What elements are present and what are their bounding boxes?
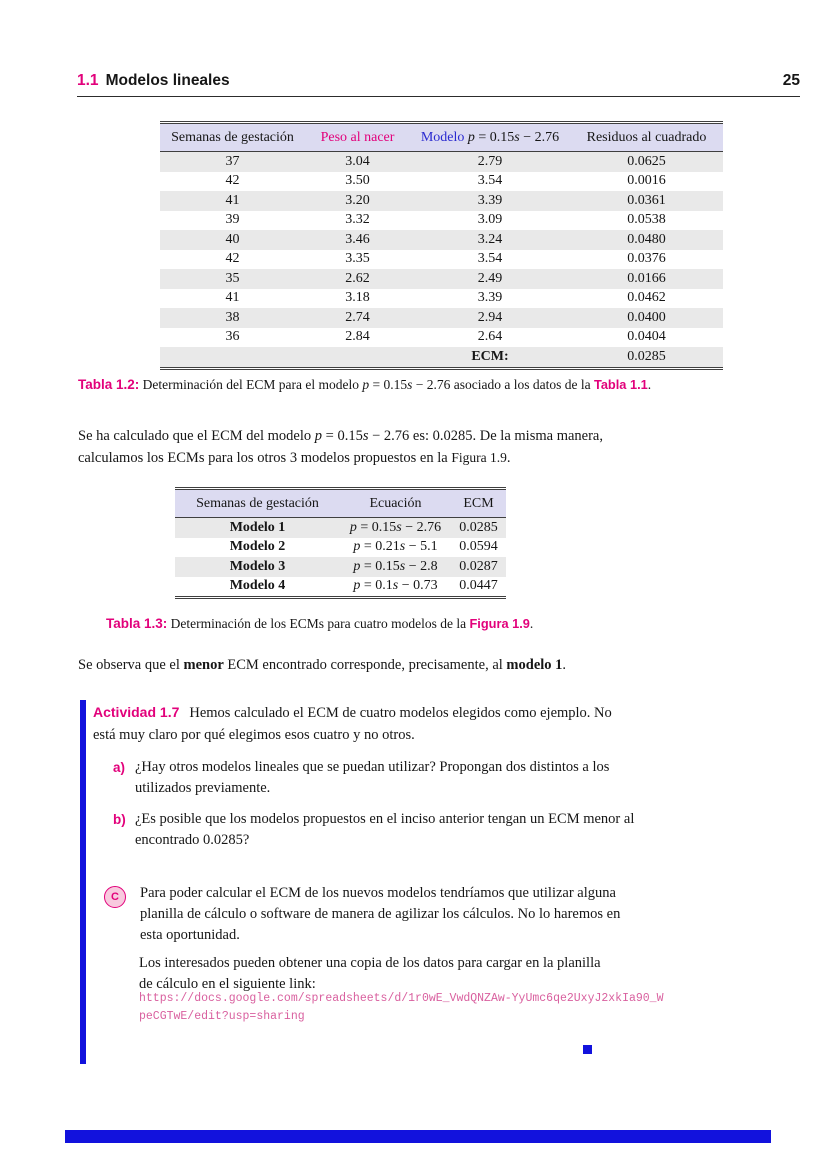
cell: 2.62 (345, 270, 370, 286)
table-row (160, 308, 723, 328)
cell: 3.39 (477, 192, 503, 208)
table-row (175, 557, 506, 577)
spreadsheet-link[interactable]: https://docs.google.com/spreadsheets/d/1r0wE_VwdQNZAw-YyUmc6qe2UxyJ2xkIa90_WpeCGTwE/edit?usp=sharing (139, 992, 664, 1023)
cell: 0.0016 (627, 173, 666, 189)
link-intro: Los interesados pueden obtener una copia de los datos para cargar en la planilla de cálculo en el siguiente link: (139, 955, 601, 992)
item-text: ¿Hay otros modelos lineales que se puedan utilizar? Propongan dos distintos a los utilizados previamente. (135, 759, 610, 796)
cell: 0.0625 (627, 153, 666, 169)
ecm-value: 0.0287 (459, 558, 498, 574)
table-header-row (160, 123, 723, 152)
figure-reference: Figura 1.9 (469, 616, 530, 631)
activity-item-a (113, 757, 640, 799)
cell: 0.0404 (627, 329, 666, 345)
column-header: Semanas de gestación (175, 489, 340, 518)
cell: 42 (225, 251, 240, 267)
cell: 38 (225, 309, 240, 325)
figure-reference: Figura 1.9 (451, 450, 507, 465)
column-header: ECM (451, 489, 506, 518)
page-number: 25 (782, 72, 800, 89)
caption-label: Tabla 1.3: (106, 616, 168, 631)
cell: 2.84 (345, 329, 370, 345)
cell: 3.50 (345, 173, 370, 189)
cell: 2.74 (345, 309, 370, 325)
cell: 2.79 (477, 153, 503, 169)
model-name: Modelo 1 (229, 519, 286, 535)
models-table (175, 487, 506, 599)
model-equation: p = 0.15s − 2.8 (353, 558, 438, 574)
cell: 40 (225, 231, 240, 247)
cell: 3.32 (345, 212, 370, 228)
note-text: Para poder calcular el ECM de los nuevos modelos tendríamos que utilizar alguna planilla de cálculo o software de manera de agilizar los cálculos. No lo haremos en esta oportunidad. (140, 885, 621, 943)
model-name: Modelo 4 (229, 578, 286, 594)
column-header: Residuos al cuadrado (570, 123, 723, 152)
ecm-label: ECM: (471, 348, 509, 364)
cell: 2.64 (477, 329, 503, 345)
cell: 0.0376 (627, 251, 666, 267)
cell: 3.35 (345, 251, 370, 267)
table-row (175, 538, 506, 558)
column-header: Peso al nacer (305, 123, 410, 152)
cell: 36 (225, 329, 240, 345)
column-header: Ecuación (340, 489, 451, 518)
cell: 3.20 (345, 192, 370, 208)
cell (160, 347, 305, 368)
model-equation: p = 0.15s − 2.76 (467, 129, 560, 145)
ecm-value: 0.0594 (459, 539, 498, 555)
cell: 3.54 (477, 173, 503, 189)
table-row (160, 172, 723, 192)
table-row (160, 191, 723, 211)
cell: 42 (225, 173, 240, 189)
activity-end-marker (583, 1045, 592, 1054)
activity-item-b (113, 809, 640, 851)
ecm-total-row (160, 347, 723, 368)
activity-intro: Actividad 1.7 Hemos calculado el ECM de cuatro modelos elegidos como ejemplo. No está muy claro por qué elegimos esos cuatro y no otros. (93, 704, 612, 743)
cell: 2.49 (477, 270, 503, 286)
paragraph: Se ha calculado que el ECM del modelo p = 0.15s − 2.76 es: 0.0285. De la misma manera, calculamos los ECMs para los otros 3 modelos propuestos en la Figura 1.9. (78, 428, 603, 466)
model-word: Modelo (420, 129, 465, 145)
cell: 41 (225, 290, 240, 306)
cell: 3.09 (477, 212, 503, 228)
table-header-row (175, 489, 506, 518)
cell: 3.39 (477, 290, 503, 306)
cell: 39 (225, 212, 240, 228)
cell: 2.94 (477, 309, 503, 325)
table3-caption: Tabla 1.3: Determinación de los ECMs para cuatro modelos de la Figura 1.9. (106, 616, 534, 631)
table-row (160, 269, 723, 289)
computer-icon: C (104, 886, 126, 908)
table2-caption: Tabla 1.2: Determinación del ECM para el modelo p = 0.15s − 2.76 asociado a los datos de la Tabla 1.1. (78, 377, 652, 392)
cell: 0.0361 (627, 192, 666, 208)
caption-label: Tabla 1.2: (78, 377, 140, 392)
cell (305, 347, 410, 368)
emphasis: menor (183, 657, 224, 673)
page-header (77, 72, 800, 90)
table-row (160, 230, 723, 250)
cell: 3.18 (345, 290, 370, 306)
cell: 0.0400 (627, 309, 666, 325)
table-reference: Tabla 1.1 (593, 377, 648, 392)
computer-note (104, 883, 632, 946)
inline-equation: p = 0.15s − 2.76 (314, 428, 410, 444)
item-marker: a) (113, 760, 126, 775)
model-equation: p = 0.1s − 0.73 (353, 578, 438, 594)
section-title: Modelos lineales (105, 72, 230, 89)
section-number: 1.1 (77, 72, 99, 89)
column-header: Semanas de gestación (160, 123, 305, 152)
paragraph: Se observa que el menor ECM encontrado corresponde, precisamente, al modelo 1. (78, 657, 567, 673)
model-equation: p = 0.15s − 2.76 (349, 519, 442, 535)
cell: 0.0480 (627, 231, 666, 247)
inline-equation: p = 0.15s − 2.76 (362, 377, 451, 392)
ecm-value: 0.0285 (627, 348, 666, 364)
cell: 0.0462 (627, 290, 666, 306)
table-row (160, 211, 723, 231)
item-text: ¿Es posible que los modelos propuestos en el inciso anterior tengan un ECM menor al encontrado 0.0285? (135, 811, 635, 848)
emphasis: modelo 1 (506, 657, 563, 673)
ecm-table (160, 121, 723, 370)
cell: 3.46 (345, 231, 370, 247)
table-row (175, 518, 506, 538)
activity-left-bar (80, 700, 86, 1064)
cell: 3.54 (477, 251, 503, 267)
ecm-value: 0.0447 (459, 578, 498, 594)
activity-label: Actividad 1.7 (93, 704, 180, 720)
model-name: Modelo 2 (229, 539, 286, 555)
cell: 35 (225, 270, 240, 286)
model-name: Modelo 3 (229, 558, 286, 574)
table-row (160, 289, 723, 309)
cell: 0.0538 (627, 212, 666, 228)
table-row (175, 577, 506, 598)
ecm-value: 0.0285 (459, 519, 498, 535)
cell: 0.0166 (627, 270, 666, 286)
item-marker: b) (113, 812, 126, 827)
table-row (160, 152, 723, 172)
table-row (160, 328, 723, 348)
model-equation: p = 0.21s − 5.1 (353, 539, 438, 555)
cell: 37 (225, 153, 240, 169)
column-header (410, 123, 570, 152)
cell: 3.24 (477, 231, 503, 247)
header-rule (77, 96, 800, 97)
cell: 41 (225, 192, 240, 208)
table-row (160, 250, 723, 270)
bottom-bar (65, 1130, 771, 1143)
cell: 3.04 (345, 153, 370, 169)
